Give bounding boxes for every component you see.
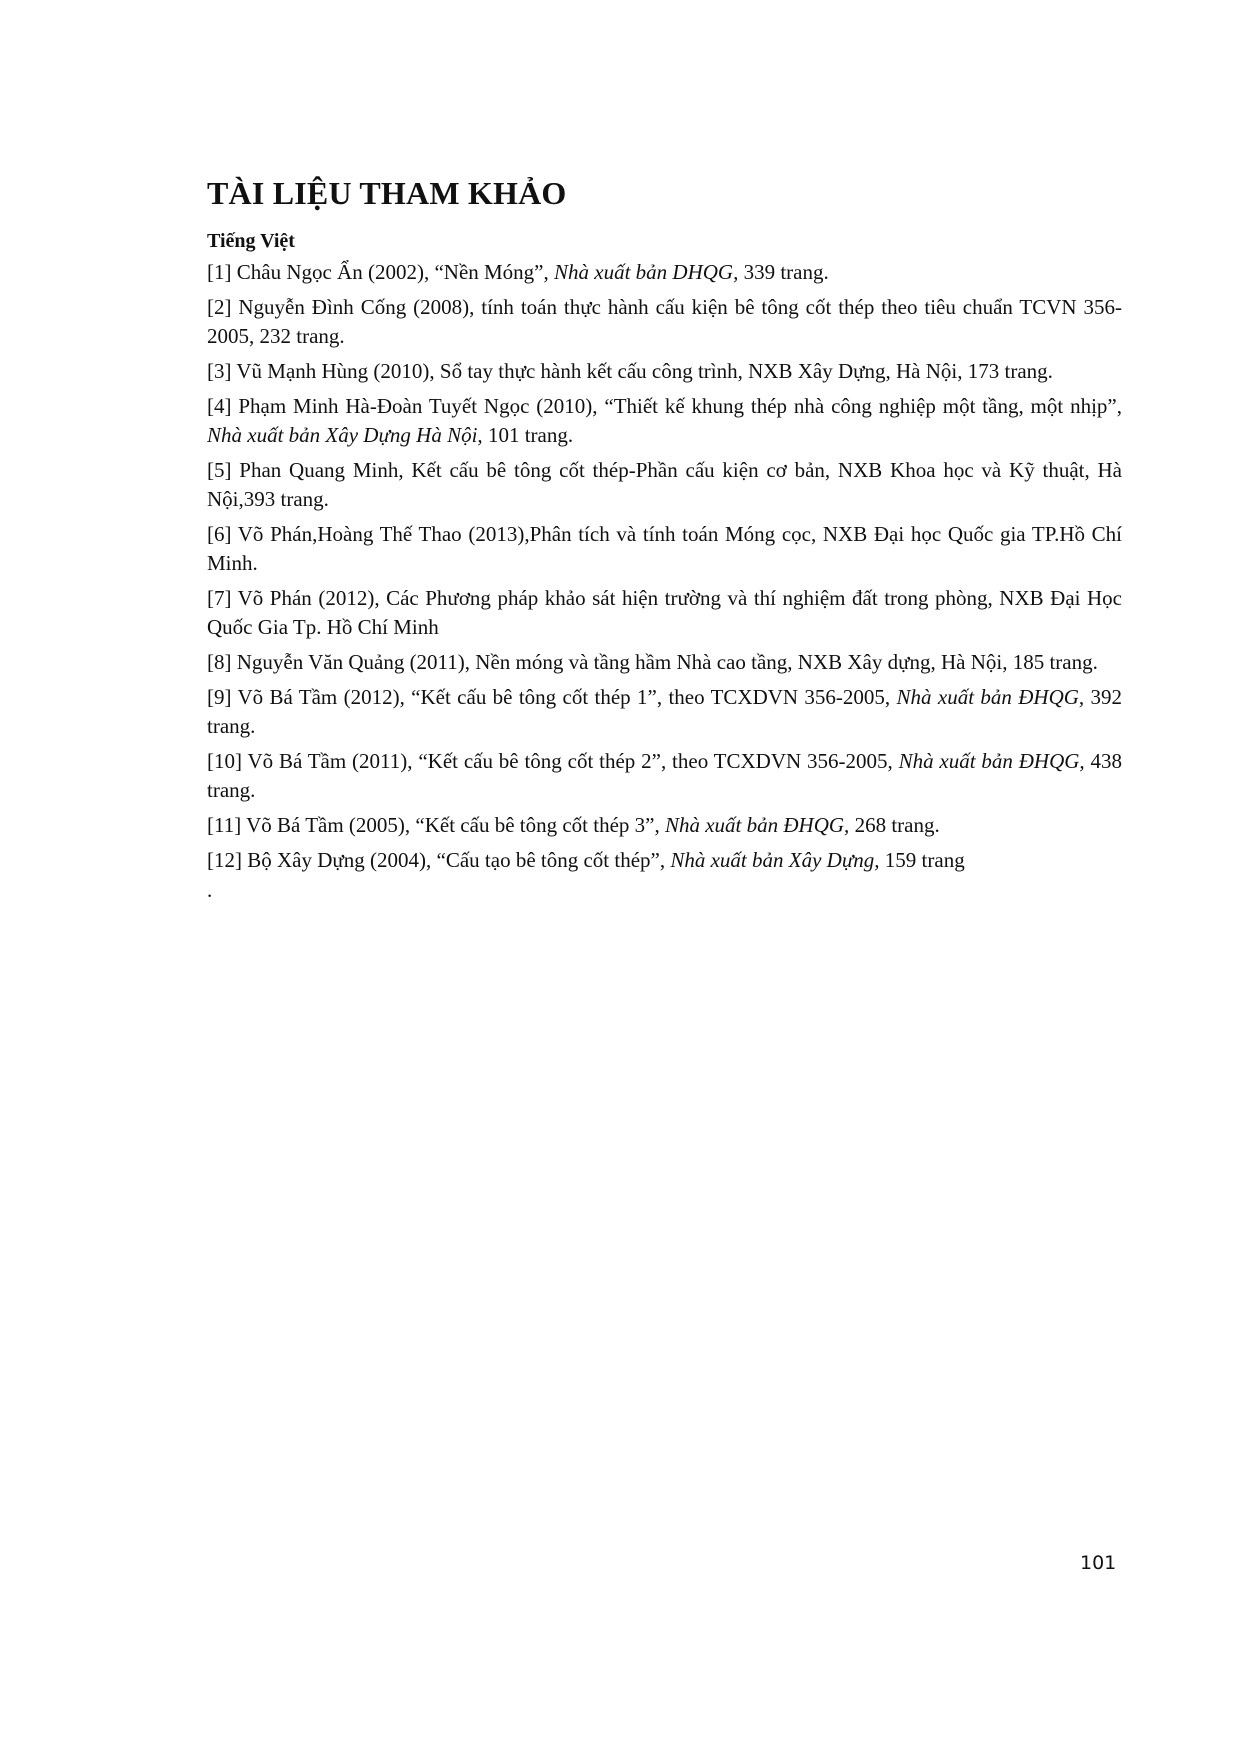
reference-item: [11] Võ Bá Tầm (2005), “Kết cấu bê tông cốt thép 3”, Nhà xuất bản ĐHQG, 268 trang. bbox=[207, 813, 940, 837]
reference-item: [7] Võ Phán (2012), Các Phương pháp khảo sát hiện trường và thí nghiệm đất trong phòng, NXB Đại Học Quốc Gia Tp. Hồ Chí Minh bbox=[207, 586, 1122, 639]
section-heading: Tiếng Việt bbox=[207, 230, 295, 252]
reference-item: [5] Phan Quang Minh, Kết cấu bê tông cốt thép-Phần cấu kiện cơ bản, NXB Khoa học và Kỹ thuật, Hà Nội,393 trang. bbox=[207, 458, 1122, 511]
reference-list bbox=[207, 258, 1123, 902]
reference-item: [4] Phạm Minh Hà-Đoàn Tuyết Ngọc (2010), “Thiết kế khung thép nhà công nghiệp một tầng, một nhịp”, Nhà xuất bản Xây Dựng Hà Nội, 101 trang. bbox=[207, 394, 1122, 447]
reference-item: [9] Võ Bá Tầm (2012), “Kết cấu bê tông cốt thép 1”, theo TCXDVN 356-2005, Nhà xuất bản ĐHQG, 392 trang. bbox=[207, 685, 1123, 738]
trailing-dot: . bbox=[207, 878, 213, 902]
page-number: 101 bbox=[1080, 1552, 1117, 1574]
reference-item: [2] Nguyễn Đình Cống (2008), tính toán thực hành cấu kiện bê tông cốt thép theo tiêu chuẩn TCVN 356-2005, 232 trang. bbox=[207, 295, 1122, 348]
reference-item: [12] Bộ Xây Dựng (2004), “Cấu tạo bê tông cốt thép”, Nhà xuất bản Xây Dựng, 159 trang bbox=[207, 848, 965, 872]
reference-item: [1] Châu Ngọc Ẩn (2002), “Nền Móng”, Nhà xuất bản DHQG, 339 trang. bbox=[207, 260, 829, 284]
reference-item: [3] Vũ Mạnh Hùng (2010), Sổ tay thực hành kết cấu công trình, NXB Xây Dựng, Hà Nội, 173 trang. bbox=[207, 359, 1053, 383]
reference-item: [8] Nguyễn Văn Quảng (2011), Nền móng và tầng hầm Nhà cao tầng, NXB Xây dựng, Hà Nội, 185 trang. bbox=[207, 650, 1098, 674]
reference-item: [10] Võ Bá Tầm (2011), “Kết cấu bê tông cốt thép 2”, theo TCXDVN 356-2005, Nhà xuất bản ĐHQG, 438 trang. bbox=[207, 749, 1123, 802]
page-title: TÀI LIỆU THAM KHẢO bbox=[207, 175, 567, 211]
reference-item: [6] Võ Phán,Hoàng Thế Thao (2013),Phân tích và tính toán Móng cọc, NXB Đại học Quốc gia TP.Hồ Chí Minh. bbox=[207, 522, 1122, 575]
